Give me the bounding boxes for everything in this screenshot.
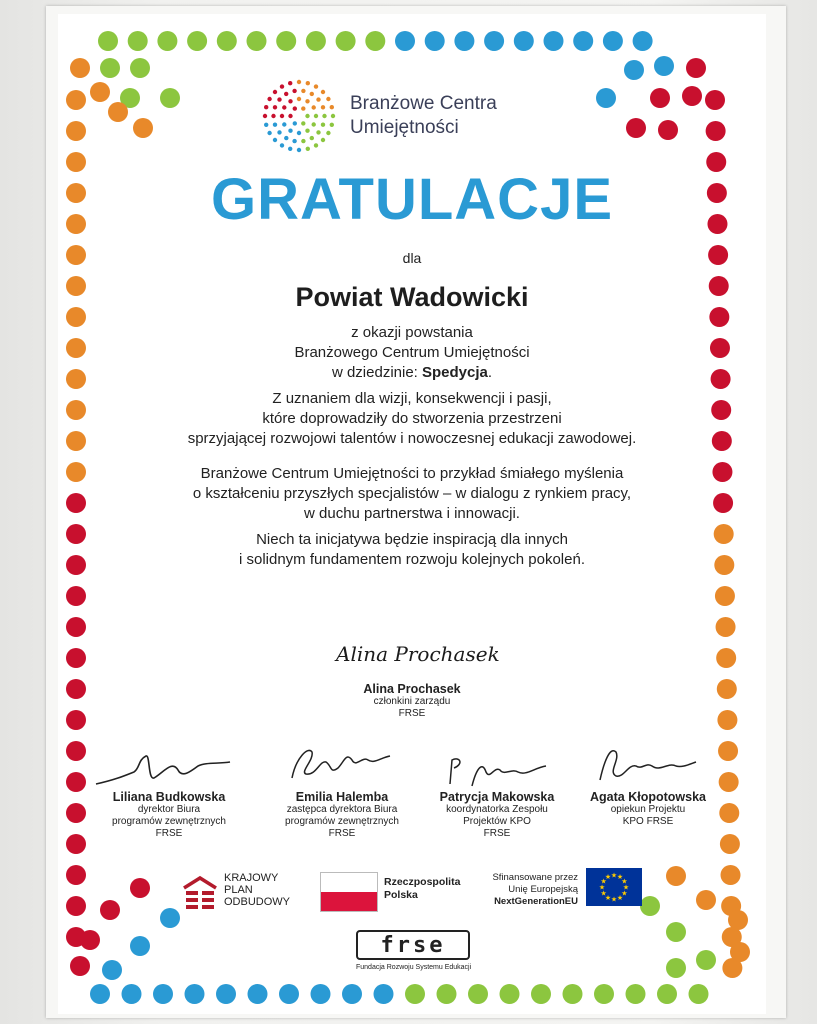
eu-flag-icon	[586, 868, 642, 906]
logo-dot	[301, 89, 305, 93]
kpo-text	[224, 872, 304, 908]
logo-dot	[282, 105, 286, 109]
eu-star-icon: ★	[610, 896, 618, 904]
eu-line: Sfinansowane przez	[492, 872, 578, 883]
signer-role: programów zewnętrznych	[285, 816, 399, 827]
logo-dot	[292, 89, 296, 93]
logo-dot	[321, 138, 325, 142]
logo-dot	[314, 114, 318, 118]
logo-dot	[273, 105, 277, 109]
logo-dot	[321, 90, 325, 94]
occasion-line2: Branżowego Centrum Umiejętności	[294, 344, 530, 361]
eu-star-icon: ★	[616, 894, 624, 902]
frse-subtitle: Fundacja Rozwoju Systemu Edukacji	[356, 964, 472, 971]
paragraph-3	[58, 530, 766, 570]
occasion-line3	[58, 363, 766, 383]
eu-star-icon: ★	[616, 874, 624, 882]
eu-star-icon: ★	[622, 884, 630, 892]
paragraph-2-line: w duchu partnerstwa i innowacji.	[304, 505, 520, 522]
logo-dot	[316, 130, 320, 134]
occasion-line1: z okazji powstania	[351, 324, 473, 341]
for-word: dla	[402, 250, 422, 266]
logo-dot	[326, 97, 330, 101]
logo-dot	[288, 129, 292, 133]
signature-alina: Alina Prochasek	[336, 642, 500, 666]
eu-star-icon: ★	[621, 878, 628, 886]
eu-text	[478, 872, 578, 908]
logo-dot	[310, 136, 314, 140]
eu-line: Unię Europejską	[508, 884, 578, 895]
occasion-text	[58, 323, 766, 383]
paragraph-2-line: o kształceniu przyszłych specjalistów – w dialogu z rynkiem pracy,	[192, 485, 632, 502]
eu-star-icon: ★	[598, 884, 606, 892]
logo-dot	[284, 136, 288, 140]
frse-mark: frse	[356, 930, 470, 960]
signer-role: FRSE	[328, 828, 356, 839]
eu-star-icon: ★	[600, 890, 607, 898]
paragraph-1	[58, 389, 766, 449]
logo-dot	[297, 97, 301, 101]
frse-logo	[356, 930, 471, 973]
signer-name: Alina Prochasek	[363, 682, 461, 696]
occasion-prefix: w dziedzinie:	[331, 364, 422, 381]
signature-patrycja-scribble	[442, 750, 552, 790]
eu-star-icon: ★	[621, 890, 628, 898]
logo-dot	[277, 130, 281, 134]
logo-dot	[267, 131, 271, 135]
eu-star-icon: ★	[604, 874, 612, 882]
logo-dot	[280, 143, 284, 147]
paragraph-1-line: Z uznaniem dla wizji, konsekwencji i pasji,	[272, 390, 552, 407]
logo-dot	[306, 147, 310, 151]
logo-dot	[301, 121, 305, 125]
certificate-heading: GRATULACJE	[210, 167, 614, 232]
signer-name: Agata Kłopotowska	[590, 790, 706, 804]
signer-name: Emilia Halemba	[295, 790, 389, 804]
rp-text	[384, 876, 484, 902]
signer-role: KPO FRSE	[622, 816, 674, 827]
kpo-line: KRAJOWY	[224, 872, 279, 884]
logo-dot	[282, 122, 286, 126]
logo-dot	[305, 114, 309, 118]
eu-star-icon: ★	[600, 878, 607, 886]
paragraph-1-line: sprzyjającej rozwojowi talentów i nowoczesnej edukacji zawodowej.	[187, 430, 637, 447]
certificate-content	[58, 14, 766, 1014]
logo-dot	[331, 114, 335, 118]
logo-dot	[322, 114, 326, 118]
bcu-logo	[254, 74, 574, 174]
logo-dot	[277, 97, 281, 101]
paragraph-1-line: które doprowadziły do stworzenia przestrzeni	[262, 410, 562, 427]
signer-role: opiekun Projektu	[610, 804, 686, 815]
logo-dot	[293, 121, 297, 125]
kpo-line: ODBUDOWY	[224, 896, 290, 908]
paragraph-2-line: Branżowe Centrum Umiejętności to przykład śmiałego myślenia	[200, 465, 624, 482]
logo-dot	[306, 81, 310, 85]
logo-dot	[288, 99, 292, 103]
logo-dot	[293, 106, 297, 110]
signature-emilia	[286, 738, 396, 792]
logo-dot	[280, 114, 284, 118]
logo-dot	[330, 123, 334, 127]
logo-dot	[264, 123, 268, 127]
logo-dot	[284, 92, 288, 96]
bcu-logo-mark	[254, 74, 344, 164]
logo-dot	[312, 105, 316, 109]
signer-name: Patrycja Makowska	[439, 790, 555, 804]
logo-dot	[273, 123, 277, 127]
logo-line2: Umiejętności	[350, 117, 459, 138]
logo-dot	[288, 147, 292, 151]
logo-dot	[316, 97, 320, 101]
signer-role: Projektów KPO	[463, 816, 531, 827]
eu-line: NextGenerationEU	[494, 896, 578, 907]
signature-patrycja	[442, 750, 552, 794]
signer-role: FRSE	[483, 828, 511, 839]
signature-agata-scribble	[590, 742, 700, 788]
logo-dot	[301, 139, 305, 143]
signer-name: Liliana Budkowska	[112, 790, 226, 804]
eu-star-icon: ★	[610, 872, 618, 880]
logo-dot	[292, 139, 296, 143]
logo-dot	[288, 114, 292, 118]
logo-line1: Branżowe Centra	[350, 93, 497, 114]
signer-patrycja	[422, 790, 572, 840]
signer-role: FRSE	[155, 828, 183, 839]
rp-line: Polska	[384, 889, 418, 901]
signature-agata	[590, 742, 700, 792]
signer-role: zastępca dyrektora Biura	[286, 804, 398, 815]
logo-dot	[297, 148, 301, 152]
signer-agata	[578, 790, 718, 828]
signer-alina	[312, 682, 512, 720]
logo-dot	[271, 114, 275, 118]
rp-line: Rzeczpospolita	[384, 876, 461, 888]
signer-role: dyrektor Biura	[137, 804, 201, 815]
eu-star-icon: ★	[604, 894, 612, 902]
signer-role: programów zewnętrznych	[112, 816, 226, 827]
paragraph-3-line: i solidnym fundamentem rozwoju kolejnych pokoleń.	[238, 551, 585, 568]
logo-dot	[273, 90, 277, 94]
logo-dot	[297, 131, 301, 135]
paragraph-2	[58, 464, 766, 524]
logo-dot	[314, 143, 318, 147]
logo-dot	[321, 123, 325, 127]
logo-dot	[301, 106, 305, 110]
signer-role: członkini zarządu	[373, 696, 451, 707]
logo-dot	[273, 138, 277, 142]
kpo-line: PLAN	[224, 884, 253, 896]
signer-emilia	[262, 790, 422, 840]
paragraph-3-line: Niech ta inicjatywa będzie inspiracją dla innych	[256, 531, 568, 548]
logo-dot	[326, 131, 330, 135]
signer-role: koordynatorka Zespołu	[446, 804, 548, 815]
logo-dot	[263, 114, 267, 118]
logo-dot	[267, 97, 271, 101]
signer-role: FRSE	[398, 708, 426, 719]
logo-dot	[305, 129, 309, 133]
logo-dot	[264, 105, 268, 109]
logo-dot	[312, 122, 316, 126]
kpo-mark-icon	[180, 874, 220, 914]
logo-dot	[288, 81, 292, 85]
occasion-suffix: .	[487, 364, 493, 381]
logo-dot	[310, 92, 314, 96]
bcu-logo-text	[350, 92, 497, 140]
logo-dot	[330, 105, 334, 109]
signature-emilia-scribble	[286, 738, 396, 788]
occasion-field: Spedycja	[422, 364, 488, 381]
logo-dot	[297, 80, 301, 84]
logo-dot	[314, 84, 318, 88]
logo-dot	[280, 84, 284, 88]
logo-dot	[321, 105, 325, 109]
logo-dot	[305, 99, 309, 103]
recipient-name: Powiat Wadowicki	[295, 282, 529, 312]
signature-liliana-scribble	[94, 750, 234, 790]
polish-flag-icon	[320, 872, 378, 912]
signer-liliana	[84, 790, 254, 840]
